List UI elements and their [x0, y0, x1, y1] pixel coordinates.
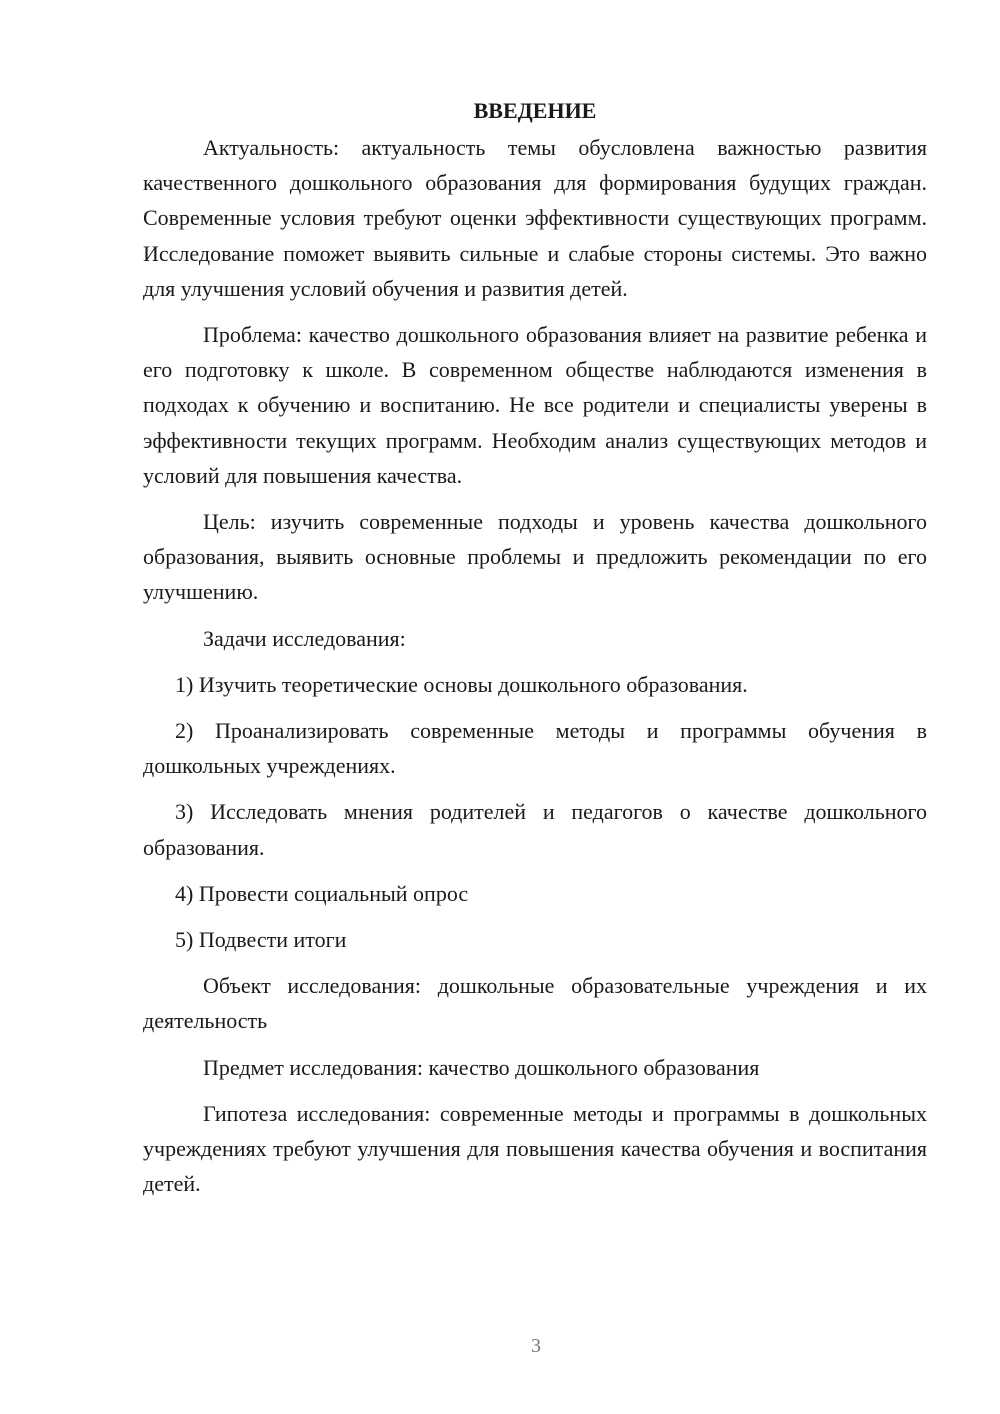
- list-item: 4) Провести социальный опрос: [175, 880, 469, 906]
- page-title: ВВЕДЕНИЕ: [473, 98, 597, 123]
- list-item: 1) Изучить теоретические основы дошкольного образования.: [175, 671, 748, 697]
- paragraph-problem: Проблема: качество дошкольного образования влияет на развитие ребенка и его подготовку к школе. В современном обществе наблюдаются изменения в подходах к обучению и воспитанию. Не все родители и специалисты уверены в эффективности текущих программ. Необходим анализ существующих методов и условий для повышения качества.: [143, 322, 927, 488]
- page-number: 3: [531, 1335, 541, 1357]
- paragraph-object: Объект исследования: дошкольные образовательные учреждения и их деятельность: [143, 973, 927, 1034]
- paragraph-relevance: Актуальность: актуальность темы обусловлена важностью развития качественного дошкольного образования для формирования будущих граждан. Современные условия требуют оценки эффективности существующих программ. Исследование поможет выявить сильные и слабые стороны системы. Это важно для улучшения условий обучения и развития детей.: [143, 135, 927, 301]
- paragraph-tasks-heading: Задачи исследования:: [203, 625, 406, 651]
- list-item: 5) Подвести итоги: [175, 927, 347, 953]
- list-item: 2) Проанализировать современные методы и программы обучения в дошкольных учреждениях.: [143, 718, 927, 779]
- paragraph-goal: Цель: изучить современные подходы и уровень качества дошкольного образования, выявить основные проблемы и предложить рекомендации по его улучшению.: [143, 509, 927, 605]
- paragraph-hypothesis: Гипотеза исследования: современные методы и программы в дошкольных учреждениях требуют улучшения для повышения качества обучения и воспитания детей.: [143, 1100, 927, 1197]
- list-item: 3) Исследовать мнения родителей и педагогов о качестве дошкольного образования.: [143, 799, 927, 860]
- document-page: [143, 96, 927, 1212]
- paragraph-subject: Предмет исследования: качество дошкольного образования: [203, 1054, 760, 1080]
